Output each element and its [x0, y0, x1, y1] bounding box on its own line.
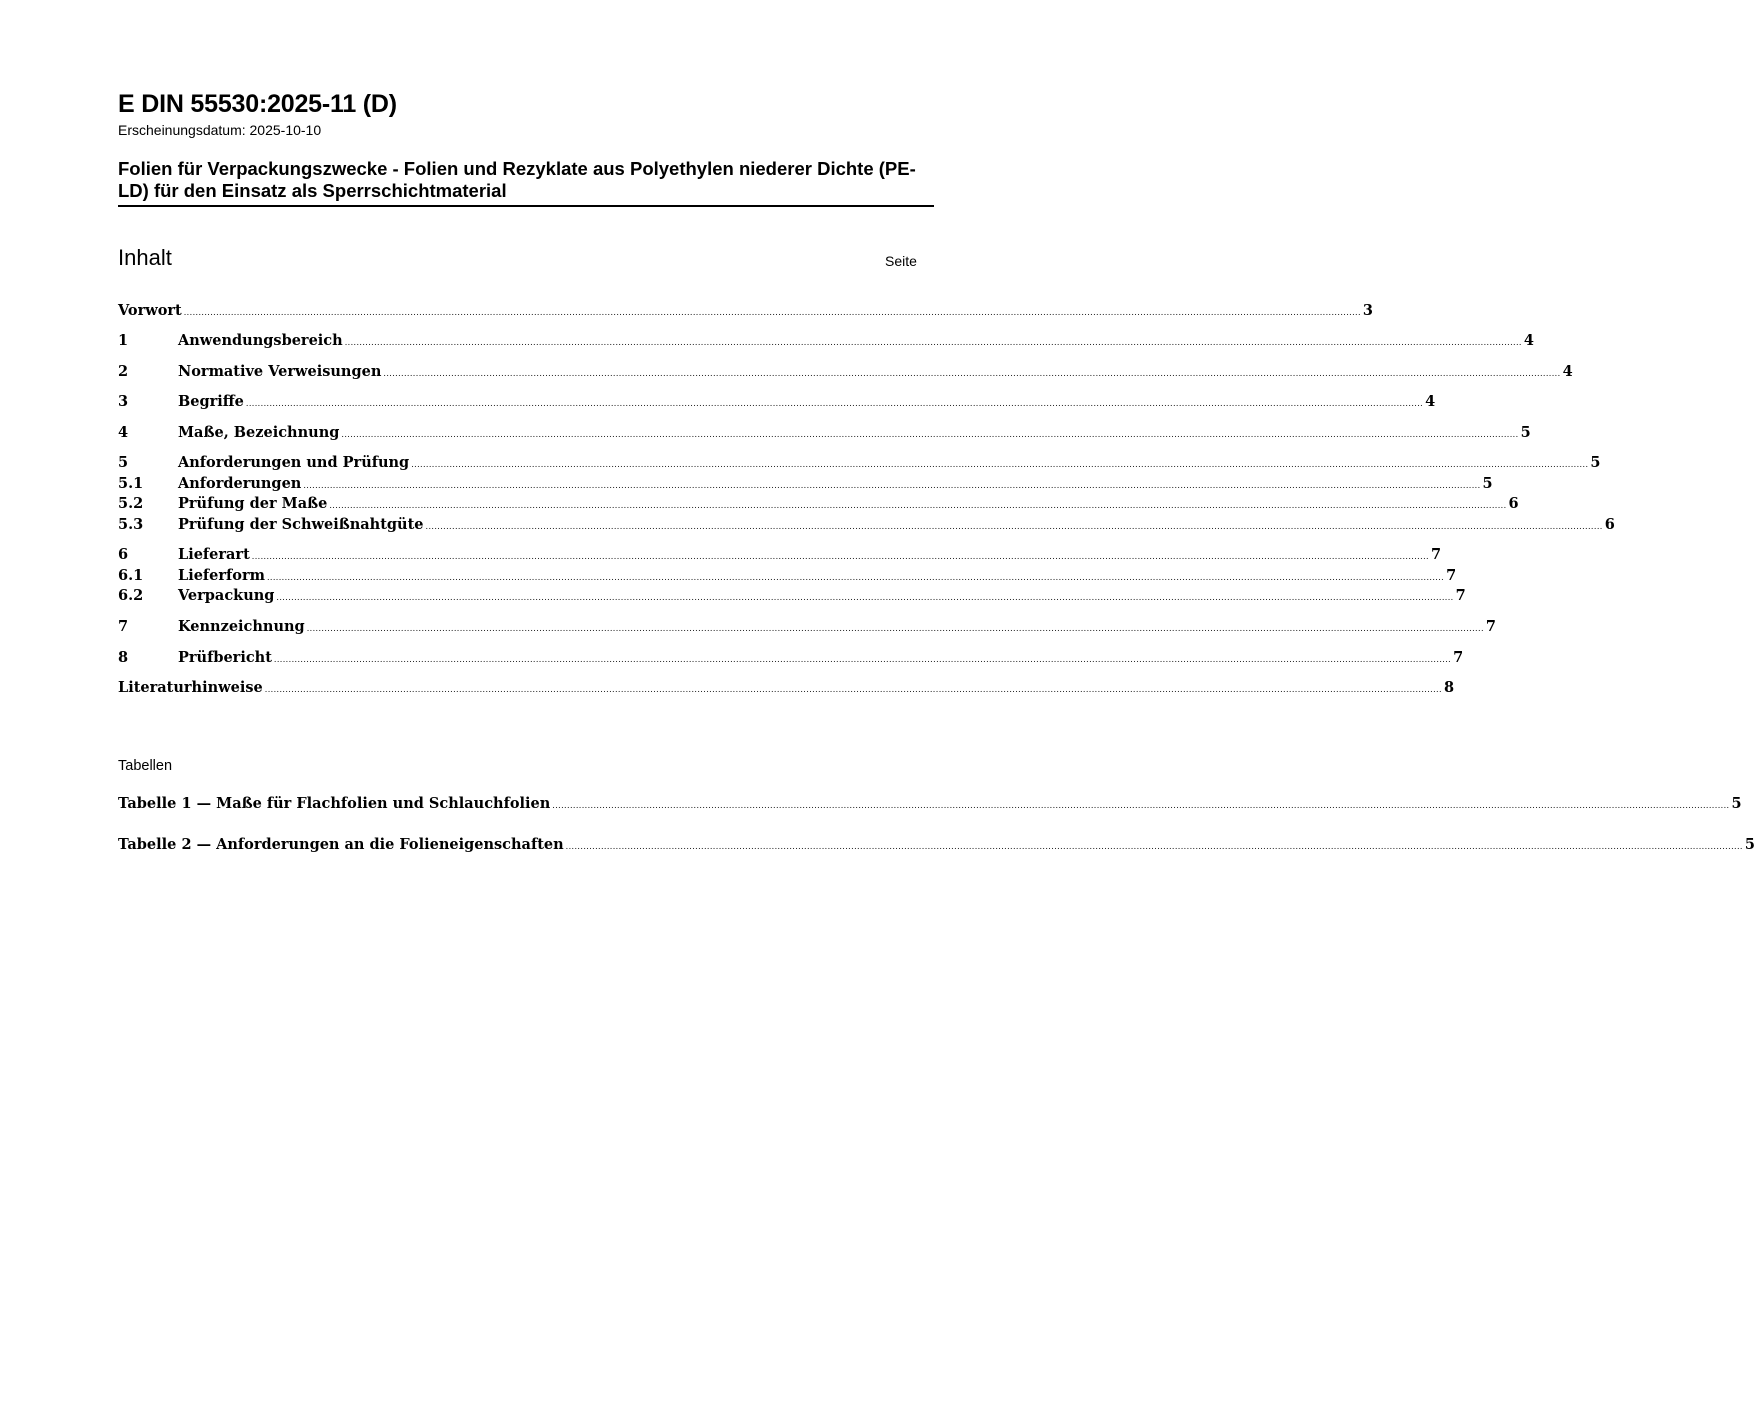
toc-entry-label: Prüfung der Maße — [178, 495, 328, 512]
toc-entry-label: Normative Verweisungen — [178, 363, 382, 380]
toc-entry-number: 5.2 — [118, 495, 144, 512]
toc-entry-page: 7 — [1453, 649, 1464, 666]
toc-entry-page: 8 — [1443, 679, 1455, 696]
toc-entry-page: 6 — [1604, 516, 1615, 533]
toc-entry-5[interactable] — [118, 454, 1601, 474]
toc-entry-6-2[interactable] — [118, 587, 1466, 607]
toc-entry-label: Kennzeichnung — [178, 618, 305, 635]
dot-leader: ................................................................................................................................................................................................................................................................................................................................................................................................................ — [251, 552, 1429, 561]
toc-entry-literaturhinweise[interactable] — [118, 679, 1455, 699]
dot-leader: ................................................................................................................................................................................................................................................................................................................................................................................................................ — [565, 842, 1743, 851]
toc-entry-number: 2 — [118, 363, 129, 380]
dot-leader: ................................................................................................................................................................................................................................................................................................................................................................................................................ — [329, 501, 1507, 510]
toc-entry-label: Anforderungen — [178, 475, 302, 492]
toc-entry-label: Literaturhinweise — [118, 679, 263, 696]
toc-entry-5-2[interactable] — [118, 495, 1519, 515]
table-entry-1[interactable] — [118, 795, 1742, 815]
toc-entry-4[interactable] — [118, 424, 1531, 444]
toc-entry-label: Vorwort — [118, 302, 182, 319]
toc-entry-1[interactable] — [118, 332, 1534, 352]
tables-heading: Tabellen — [118, 758, 173, 774]
toc-entry-label: Prüfbericht — [178, 649, 272, 666]
toc-entry-page: 4 — [1425, 393, 1436, 410]
toc-entry-vorwort[interactable] — [118, 302, 1374, 322]
document-title: Folien für Verpackungszwecke - Folien und Rezyklate aus Polyethylen niederer Dichte (PE-LD) für den Einsatz als Sperrschichtmaterial — [118, 158, 916, 201]
toc-entry-page: 7 — [1485, 618, 1496, 635]
toc-page-column-heading: Seite — [885, 253, 917, 269]
toc-entry-number: 6 — [118, 546, 129, 563]
dot-leader: ................................................................................................................................................................................................................................................................................................................................................................................................................ — [273, 655, 1452, 664]
toc-entry-5-3[interactable] — [118, 516, 1615, 536]
document-id: E DIN 55530:2025-11 (D) — [118, 90, 397, 118]
toc-entry-2[interactable] — [118, 363, 1573, 383]
toc-entry-number: 5 — [118, 454, 129, 471]
toc-entry-5-1[interactable] — [118, 475, 1493, 495]
toc-entry-label: Maße, Bezeichnung — [178, 424, 340, 441]
dot-leader: ................................................................................................................................................................................................................................................................................................................................................................................................................ — [276, 593, 1454, 602]
toc-entry-6-1[interactable] — [118, 567, 1457, 587]
toc-entry-page: 7 — [1430, 546, 1442, 563]
toc-entry-label: Lieferart — [178, 546, 250, 563]
toc-entry-page: 4 — [1523, 332, 1534, 349]
toc-entry-page: 5 — [1520, 424, 1531, 441]
toc-entry-page: 5 — [1590, 454, 1601, 471]
table-entry-label: Tabelle 2 — Anforderungen an die Folieneigenschaften — [118, 836, 564, 853]
toc-entry-number: 1 — [118, 332, 129, 349]
toc-heading: Inhalt — [118, 245, 172, 270]
dot-leader: ................................................................................................................................................................................................................................................................................................................................................................................................................ — [306, 624, 1484, 633]
toc-entry-number: 6.1 — [118, 567, 144, 584]
toc-entry-label: Anforderungen und Prüfung — [178, 454, 410, 471]
table-entry-label: Tabelle 1 — Maße für Flachfolien und Schlauchfolien — [118, 795, 551, 812]
publication-date: Erscheinungsdatum: 2025-10-10 — [118, 122, 322, 138]
toc-entry-page: 3 — [1362, 302, 1374, 319]
dot-leader: ................................................................................................................................................................................................................................................................................................................................................................................................................ — [344, 338, 1522, 347]
dot-leader: ................................................................................................................................................................................................................................................................................................................................................................................................................ — [411, 460, 1589, 469]
toc-entry-label: Begriffe — [178, 393, 244, 410]
dot-leader: ................................................................................................................................................................................................................................................................................................................................................................................................................ — [303, 481, 1481, 490]
dot-leader: ................................................................................................................................................................................................................................................................................................................................................................................................................ — [425, 522, 1603, 531]
toc-entry-number: 3 — [118, 393, 129, 410]
table-entry-2[interactable] — [118, 836, 1755, 856]
toc-entry-7[interactable] — [118, 618, 1496, 638]
dot-leader: ................................................................................................................................................................................................................................................................................................................................................................................................................ — [552, 801, 1730, 810]
toc-entry-page: 7 — [1446, 567, 1457, 584]
toc-entry-label: Prüfung der Schweißnahtgüte — [178, 516, 424, 533]
dot-leader: ................................................................................................................................................................................................................................................................................................................................................................................................................ — [341, 430, 1519, 439]
toc-entry-6[interactable] — [118, 546, 1442, 566]
toc-entry-number: 5.3 — [118, 516, 144, 533]
title-rule — [118, 205, 934, 207]
toc-entry-label: Anwendungsbereich — [178, 332, 343, 349]
dot-leader: ................................................................................................................................................................................................................................................................................................................................................................................................................ — [264, 685, 1442, 694]
toc-entry-page: 5 — [1482, 475, 1493, 492]
toc-entry-page: 6 — [1508, 495, 1519, 512]
toc-entry-8[interactable] — [118, 649, 1464, 669]
dot-leader: ................................................................................................................................................................................................................................................................................................................................................................................................................ — [266, 573, 1445, 582]
table-entry-page: 5 — [1744, 836, 1755, 853]
toc-entry-page: 4 — [1562, 363, 1573, 380]
dot-leader: ................................................................................................................................................................................................................................................................................................................................................................................................................ — [383, 369, 1561, 378]
toc-entry-number: 7 — [118, 618, 129, 635]
toc-entry-number: 4 — [118, 424, 129, 441]
toc-entry-page: 7 — [1455, 587, 1466, 604]
toc-entry-number: 6.2 — [118, 587, 144, 604]
toc-entry-label: Verpackung — [178, 587, 275, 604]
toc-entry-3[interactable] — [118, 393, 1436, 413]
toc-entry-number: 5.1 — [118, 475, 144, 492]
toc-entry-label: Lieferform — [178, 567, 265, 584]
dot-leader: ................................................................................................................................................................................................................................................................................................................................................................................................................ — [245, 399, 1424, 408]
table-entry-page: 5 — [1731, 795, 1742, 812]
toc-entry-number: 8 — [118, 649, 129, 666]
dot-leader: ................................................................................................................................................................................................................................................................................................................................................................................................................ — [183, 308, 1361, 317]
